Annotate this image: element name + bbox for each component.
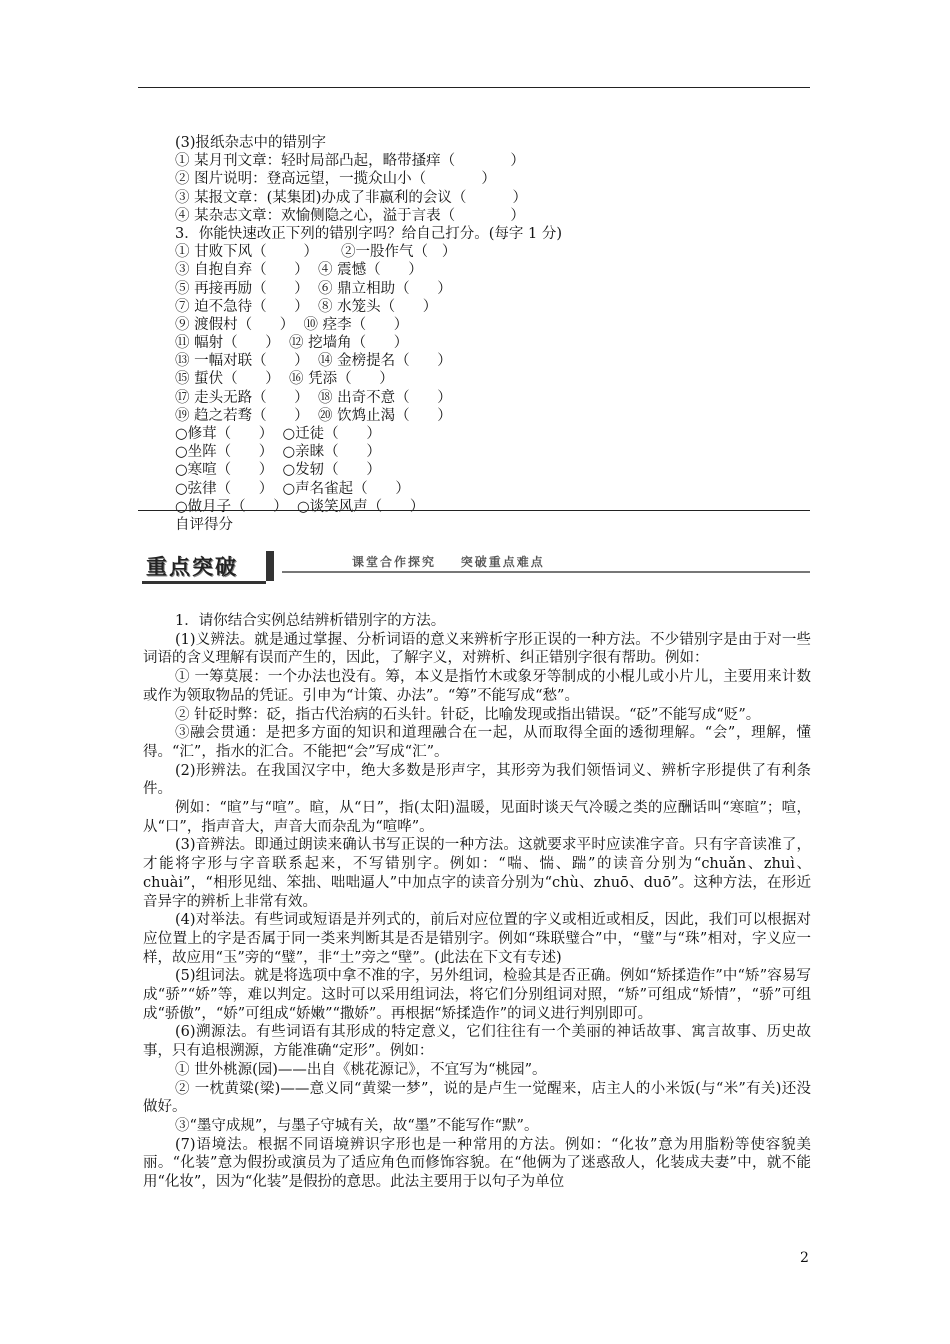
- banner-bar: [266, 551, 274, 581]
- body-text: [143, 612, 811, 1192]
- paragraph: ③“墨守成规”，与墨子守城有关，故“墨”不能写作“默”。: [175, 1117, 539, 1134]
- paragraph: (7)语境法。根据不同语境辨识字形也是一种常用的方法。例如：“化妆”意为用脂粉等使容貌美丽。“化装”意为假扮或演员为了适应角色而修饰容貌。在“他俩为了迷惑敌人，化装成夫妻”中，就不能用“化妆”，因为“化装”是假扮的意思。此法主要用于以句子为单位: [143, 1136, 811, 1191]
- banner-subtitle: 课堂合作探究 突破重点难点: [352, 555, 545, 569]
- page-number: 2: [800, 1250, 809, 1266]
- exercise-line: ○寒喧（ ） ○发轫（ ）: [175, 462, 381, 479]
- exercise-line: ⑰ 走头无路（ ） ⑱ 出奇不意（ ）: [175, 389, 452, 406]
- exercise-line: ⑲ 趋之若骛（ ） ⑳ 饮鸩止渴（ ）: [175, 407, 452, 424]
- banner-title: 重点突破: [146, 555, 238, 579]
- exercise-line: ⑦ 迫不急待（ ） ⑧ 水笼头（ ）: [175, 298, 438, 315]
- paragraph: ② 一枕黄粱(梁)——意义同“黄粱一梦”，说的是卢生一觉醒来，店主人的小米饭(与“米”有关)还没做好。: [143, 1080, 811, 1116]
- paragraph: (2)形辨法。在我国汉字中，绝大多数是形声字，其形旁为我们领悟词义、辨析字形提供了有利条件。: [143, 762, 811, 798]
- paragraph: (1)义辨法。就是通过掌握、分析词语的意义来辨析字形正误的一种方法。不少错别字是由于对一些词语的含义理解有误而产生的，因此，了解字义，对辨析、纠正错别字很有帮助。例如：: [143, 631, 811, 667]
- exercise-line: ④ 某杂志文章：欢愉侧隐之心，溢于言表（ ）: [175, 207, 525, 224]
- paragraph: 1．请你结合实例总结辨析错别字的方法。: [175, 613, 446, 629]
- paragraph: ① 世外桃源(园)——出自《桃花源记》，不宜写为“桃园”。: [175, 1061, 547, 1078]
- exercise-line: ○弦律（ ） ○声名雀起（ ）: [175, 480, 410, 497]
- exercise-line: ② 图片说明：登高远望，一揽众山小（ ）: [175, 171, 496, 188]
- section-divider: [138, 510, 810, 511]
- paragraph: 例如：“暄”与“喧”。暄，从“日”，指(太阳)温暖，见面时谈天气冷暖之类的应酬话叫“寒暄”；喧，从“口”，指声音大，声音大而杂乱为“喧哗”。: [143, 800, 811, 835]
- top-rule: [138, 87, 810, 88]
- paragraph: ② 针砭时弊：砭，指古代治病的石头针。针砭，比喻发现或指出错误。“砭”不能写成“贬”。: [175, 706, 761, 723]
- exercise-line: ③ 某报文章：(某集团)办成了非嬴利的会议（ ）: [175, 189, 528, 206]
- paragraph: (3)音辨法。即通过朗读来确认书写正误的一种方法。这就要求平时应读准字音。只有字音读准了，才能将字形与字音联系起来，不写错别字。例如：“喘、惴、踹”的读音分别为“chuǎn、zhuì、chuài”，“相形见绌、笨拙、咄咄逼人”中加点字的读音分别为“chù、zhuō、duō”。这种方法，在形近音异字的辨析上非常有效。: [143, 837, 811, 910]
- exercise-line: ① 某月刊文章：轻时局部凸起，略带搔痒（ ）: [175, 153, 525, 170]
- paragraph: (5)组词法。就是将选项中拿不准的字，另外组词，检验其是否正确。例如“矫揉造作”中“矫”容易写成“骄”“娇”等，难以判定。这时可以采用组词法，将它们分别组词对照，“矫”可组成“矫情”，“骄”可组成“骄傲”，“娇”可组成“娇嫩”“撒娇”。再根据“矫揉造作”的词义进行判别即可。: [143, 968, 811, 1022]
- exercise-line: (3)报纸杂志中的错别字: [175, 135, 327, 151]
- exercise-line: ⑤ 再接再励（ ） ⑥ 鼎立相助（ ）: [175, 280, 452, 297]
- exercise-line: ○坐阵（ ） ○亲睐（ ）: [175, 444, 381, 461]
- exercise-line: ⑪ 幅射（ ） ⑫ 挖墙角（ ）: [175, 335, 409, 352]
- exercise-line: ⑮ 蜇伏（ ） ⑯ 凭添（ ）: [175, 371, 394, 388]
- section-banner: [142, 549, 810, 581]
- exercise-section: [175, 134, 775, 534]
- banner-line: [282, 571, 810, 573]
- banner-title-box: [142, 549, 266, 584]
- exercise-line: ⑨ 渡假村（ ） ⑩ 痉李（ ）: [175, 316, 409, 333]
- paragraph: ① 一筹莫展：一个办法也没有。筹，本义是指竹木或象牙等制成的小棍儿或小片儿，主要用来计数或作为领取物品的凭证。引申为“计策、办法”。“筹”不能写成“愁”。: [143, 669, 811, 704]
- paragraph: (6)溯源法。有些词语有其形成的特定意义，它们往往有一个美丽的神话故事、寓言故事、历史故事，只有追根溯源，方能准确“定形”。例如：: [143, 1024, 811, 1060]
- paragraph: ③融会贯通：是把多方面的知识和道理融合在一起，从而取得全面的透彻理解。“会”，理解，懂得。“汇”，指水的汇合。不能把“会”写成“汇”。: [143, 725, 811, 760]
- exercise-line: ① 甘败下风（ ） ②一股作气（ ）: [175, 244, 457, 261]
- exercise-line: 自评得分: [175, 516, 233, 533]
- exercise-line: ○修茸（ ） ○迁徒（ ）: [175, 426, 381, 442]
- exercise-line: ③ 自抱自弃（ ） ④ 震憾（ ）: [175, 262, 423, 279]
- paragraph: (4)对举法。有些词或短语是并列式的，前后对应位置的字义或相近或相反，因此，我们可以根据对应位置上的字是否属于同一类来判断其是否是错别字。例如“珠联璧合”中，“璧”与“珠”相对，字义应一样，故应用“玉”旁的“璧”，非“土”旁之“壁”。(此法在下文有专述): [143, 912, 811, 966]
- exercise-line: ○做月子（ ） ○谈笑风声（ ）: [175, 498, 425, 515]
- exercise-line: ⑬ 一幅对联（ ） ⑭ 金榜提名（ ）: [175, 353, 452, 370]
- exercise-line: 3．你能快速改正下列的错别字吗？给自己打分。(每字 1 分): [175, 225, 562, 242]
